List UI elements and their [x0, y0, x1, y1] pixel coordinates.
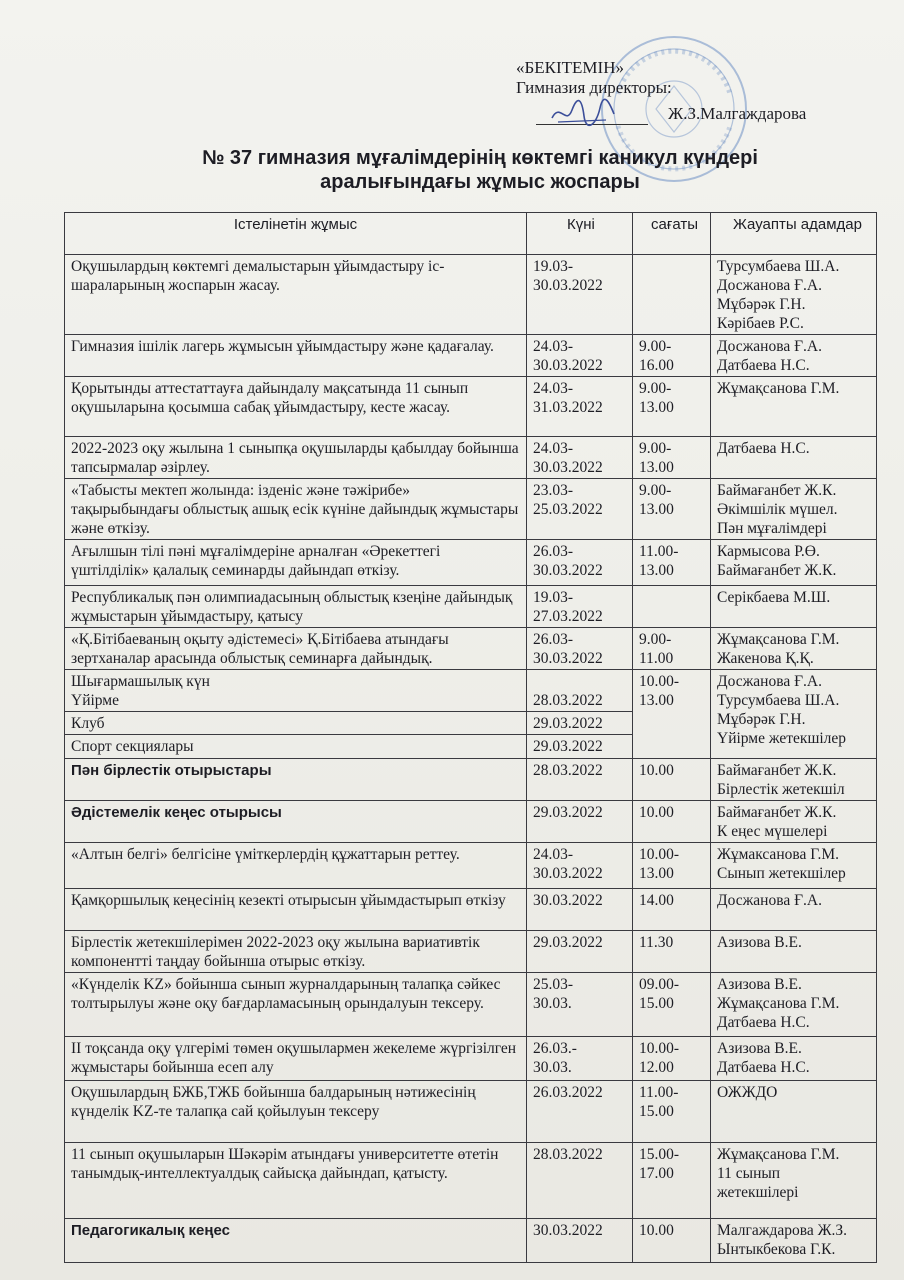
- cell-responsible: Жұмаксанова Г.М. Сынып жетекшілер: [711, 843, 877, 889]
- table-row: [65, 1037, 877, 1081]
- table-row: [65, 540, 877, 586]
- cell-responsible: Кармысова Р.Ө. Баймағанбет Ж.К.: [711, 540, 877, 586]
- cell-date: 26.03- 30.03.2022: [527, 628, 633, 670]
- cell-work: Спорт секциялары: [65, 735, 527, 759]
- cell-responsible: Азизова В.Е.: [711, 931, 877, 973]
- table-row: [65, 377, 877, 437]
- cell-date: 28.03.2022: [527, 759, 633, 801]
- header-time: сағаты: [633, 213, 711, 255]
- table-row: [65, 931, 877, 973]
- cell-time: 10.00: [633, 1219, 711, 1263]
- cell-time: 15.00- 17.00: [633, 1143, 711, 1219]
- cell-work: Пән бірлестік отырыстары: [65, 759, 527, 801]
- cell-date: 26.03.- 30.03.: [527, 1037, 633, 1081]
- cell-work: «Күнделік KZ» бойынша сынып журналдарының талапқа сәйкес толтырылуы және оқу бағдарламасының орындалуын тексеру.: [65, 973, 527, 1037]
- cell-date: 28.03.2022: [527, 670, 633, 712]
- cell-work: «Қ.Бітібаеваның оқыту әдістемесі» Қ.Бітібаева атындағы зертханалар арасында облыстық семинарға дайындық.: [65, 628, 527, 670]
- approval-position: Гимназия директоры:: [516, 78, 672, 97]
- table-row: [65, 335, 877, 377]
- cell-time: 9.00- 13.00: [633, 377, 711, 437]
- cell-work: Қамқоршылық кеңесінің кезекті отырысын ұйымдастырып өткізу: [65, 889, 527, 931]
- cell-work: Ағылшын тілі пәні мұғалімдеріне арналған «Әрекеттегі үштілділік» қалалық семинарды дайындап өткізу.: [65, 540, 527, 586]
- cell-date: 29.03.2022: [527, 735, 633, 759]
- cell-responsible: Жұмақсанова Г.М. Жакенова Қ.Қ.: [711, 628, 877, 670]
- cell-date: 25.03- 30.03.: [527, 973, 633, 1037]
- cell-date: 28.03.2022: [527, 1143, 633, 1219]
- cell-responsible: Турсумбаева Ш.А. Досжанова Ғ.А. Мұбәрәк Г.Н. Кәрібаев Р.С.: [711, 255, 877, 335]
- cell-date: 23.03- 25.03.2022: [527, 479, 633, 540]
- cell-work: Оқушылардың көктемгі демалыстарын ұйымдастыру іс-шараларының жоспарын жасау.: [65, 255, 527, 335]
- cell-work: Гимназия ішілік лагерь жұмысын ұйымдастыру және қадағалау.: [65, 335, 527, 377]
- cell-responsible: Досжанова Ғ.А. Датбаева Н.С.: [711, 335, 877, 377]
- table-row: [65, 1081, 877, 1143]
- cell-work: Әдістемелік кеңес отырысы: [65, 801, 527, 843]
- director-signature: [548, 96, 618, 130]
- cell-date: 24.03- 30.03.2022: [527, 335, 633, 377]
- table-row: [65, 1219, 877, 1263]
- cell-time: 9.00- 13.00: [633, 479, 711, 540]
- work-plan-table: [64, 212, 877, 1263]
- cell-time: 11.00- 15.00: [633, 1081, 711, 1143]
- cell-responsible: Азизова В.Е. Датбаева Н.С.: [711, 1037, 877, 1081]
- cell-work: «Алтын белгі» белгісіне үміткерлердің құжаттарын реттеу.: [65, 843, 527, 889]
- cell-time: 09.00- 15.00: [633, 973, 711, 1037]
- cell-work: Республикалық пән олимпиадасының облыстық кзеңіне дайындық жұмыстарын ұйымдастыру, қатысу: [65, 586, 527, 628]
- cell-work: «Табысты мектеп жолында: ізденіс және тәжірибе» тақырыбындағы облыстық ашық есік күніне дайындық жұмыстары және өткізу.: [65, 479, 527, 540]
- cell-work: Шығармашылық күн Үйірме: [65, 670, 527, 712]
- cell-time: 10.00- 13.00: [633, 843, 711, 889]
- cell-date: 19.03- 30.03.2022: [527, 255, 633, 335]
- document-title: № 37 гимназия мұғалімдерінің көктемгі каникул күндері аралығындағы жұмыс жоспары: [202, 147, 758, 193]
- cell-time: 11.00- 13.00: [633, 540, 711, 586]
- cell-responsible: Азизова В.Е. Жұмақсанова Г.М. Датбаева Н.С.: [711, 973, 877, 1037]
- cell-date: 19.03- 27.03.2022: [527, 586, 633, 628]
- cell-time: 9.00- 11.00: [633, 628, 711, 670]
- cell-date: 26.03.2022: [527, 1081, 633, 1143]
- cell-time: 10.00: [633, 759, 711, 801]
- cell-responsible: Баймағанбет Ж.К. Бірлестік жетекшіл: [711, 759, 877, 801]
- cell-date: 24.03- 30.03.2022: [527, 843, 633, 889]
- director-name: Ж.З.Малгаждарова: [668, 104, 807, 123]
- cell-work: Бірлестік жетекшілерімен 2022-2023 оқу жылына вариативтік компонентті таңдау бойынша отырыс өткізу.: [65, 931, 527, 973]
- cell-responsible: Баймағанбет Ж.К. Әкімшілік мүшел. Пән мұғалімдері: [711, 479, 877, 540]
- table-row: [65, 479, 877, 540]
- cell-time: 11.30: [633, 931, 711, 973]
- table-header-row: [65, 213, 877, 255]
- table-row: [65, 801, 877, 843]
- cell-time: [633, 255, 711, 335]
- header-date: Күні: [527, 213, 633, 255]
- table-row: [65, 889, 877, 931]
- cell-responsible: Датбаева Н.С.: [711, 437, 877, 479]
- cell-date: 29.03.2022: [527, 712, 633, 735]
- cell-time: 10.00- 12.00: [633, 1037, 711, 1081]
- approval-heading: «БЕКІТЕМІН»: [516, 58, 624, 77]
- cell-responsible: Малгаждарова Ж.З. Ынтыкбекова Г.К.: [711, 1219, 877, 1263]
- cell-date: 24.03- 31.03.2022: [527, 377, 633, 437]
- header-work: Істелінетін жұмыс: [65, 213, 527, 255]
- cell-work: Қорытынды аттестаттауға дайындалу мақсатында 11 сынып оқушыларына қосымша сабақ ұйымдастыру, кесте жасау.: [65, 377, 527, 437]
- table-row: [65, 437, 877, 479]
- cell-work: 11 сынып оқушыларын Шәкәрім атындағы университетте өтетін танымдық-интеллектуалдық сайысқа дайындап, қатысту.: [65, 1143, 527, 1219]
- cell-time: 9.00- 13.00: [633, 437, 711, 479]
- cell-time: [633, 586, 711, 628]
- cell-responsible: Баймағанбет Ж.К. К еңес мүшелері: [711, 801, 877, 843]
- cell-responsible: ОЖЖДО: [711, 1081, 877, 1143]
- cell-date: 26.03- 30.03.2022: [527, 540, 633, 586]
- cell-work: 2022-2023 оқу жылына 1 сыныпқа оқушыларды қабылдау бойынша тапсырмалар әзірлеу.: [65, 437, 527, 479]
- cell-date: 24.03- 30.03.2022: [527, 437, 633, 479]
- header-responsible: Жауапты адамдар: [711, 213, 877, 255]
- cell-time: 9.00- 16.00: [633, 335, 711, 377]
- cell-responsible: Досжанова Ғ.А.: [711, 889, 877, 931]
- table-row: [65, 628, 877, 670]
- table-row: [65, 586, 877, 628]
- cell-work: Клуб: [65, 712, 527, 735]
- table-row: [65, 843, 877, 889]
- cell-work: Педагогикалық кеңес: [65, 1219, 527, 1263]
- table-row: [65, 1143, 877, 1219]
- cell-date: 30.03.2022: [527, 889, 633, 931]
- cell-responsible: Жұмақсанова Г.М.: [711, 377, 877, 437]
- table-row: [65, 973, 877, 1037]
- cell-responsible: Серікбаева М.Ш.: [711, 586, 877, 628]
- cell-date: 30.03.2022: [527, 1219, 633, 1263]
- table-row: [65, 255, 877, 335]
- cell-date: 29.03.2022: [527, 801, 633, 843]
- cell-time: 14.00: [633, 889, 711, 931]
- table-row: [65, 759, 877, 801]
- table-row: [65, 670, 877, 712]
- cell-responsible: Досжанова Ғ.А. Турсумбаева Ш.А. Мұбәрәк Г.Н. Үйірме жетекшілер: [711, 670, 877, 759]
- cell-date: 29.03.2022: [527, 931, 633, 973]
- cell-responsible: Жұмақсанова Г.М. 11 сынып жетекшілері: [711, 1143, 877, 1219]
- cell-work: ІІ тоқсанда оқу үлгерімі төмен оқушылармен жекелеме жүргізілген жұмыстары бойынша есеп алу: [65, 1037, 527, 1081]
- cell-time: 10.00: [633, 801, 711, 843]
- cell-work: Оқушылардың БЖБ,ТЖБ бойынша балдарының нәтижесінің күнделік KZ-те талапқа сай қойылуын тексеру: [65, 1081, 527, 1143]
- cell-time: 10.00- 13.00: [633, 670, 711, 759]
